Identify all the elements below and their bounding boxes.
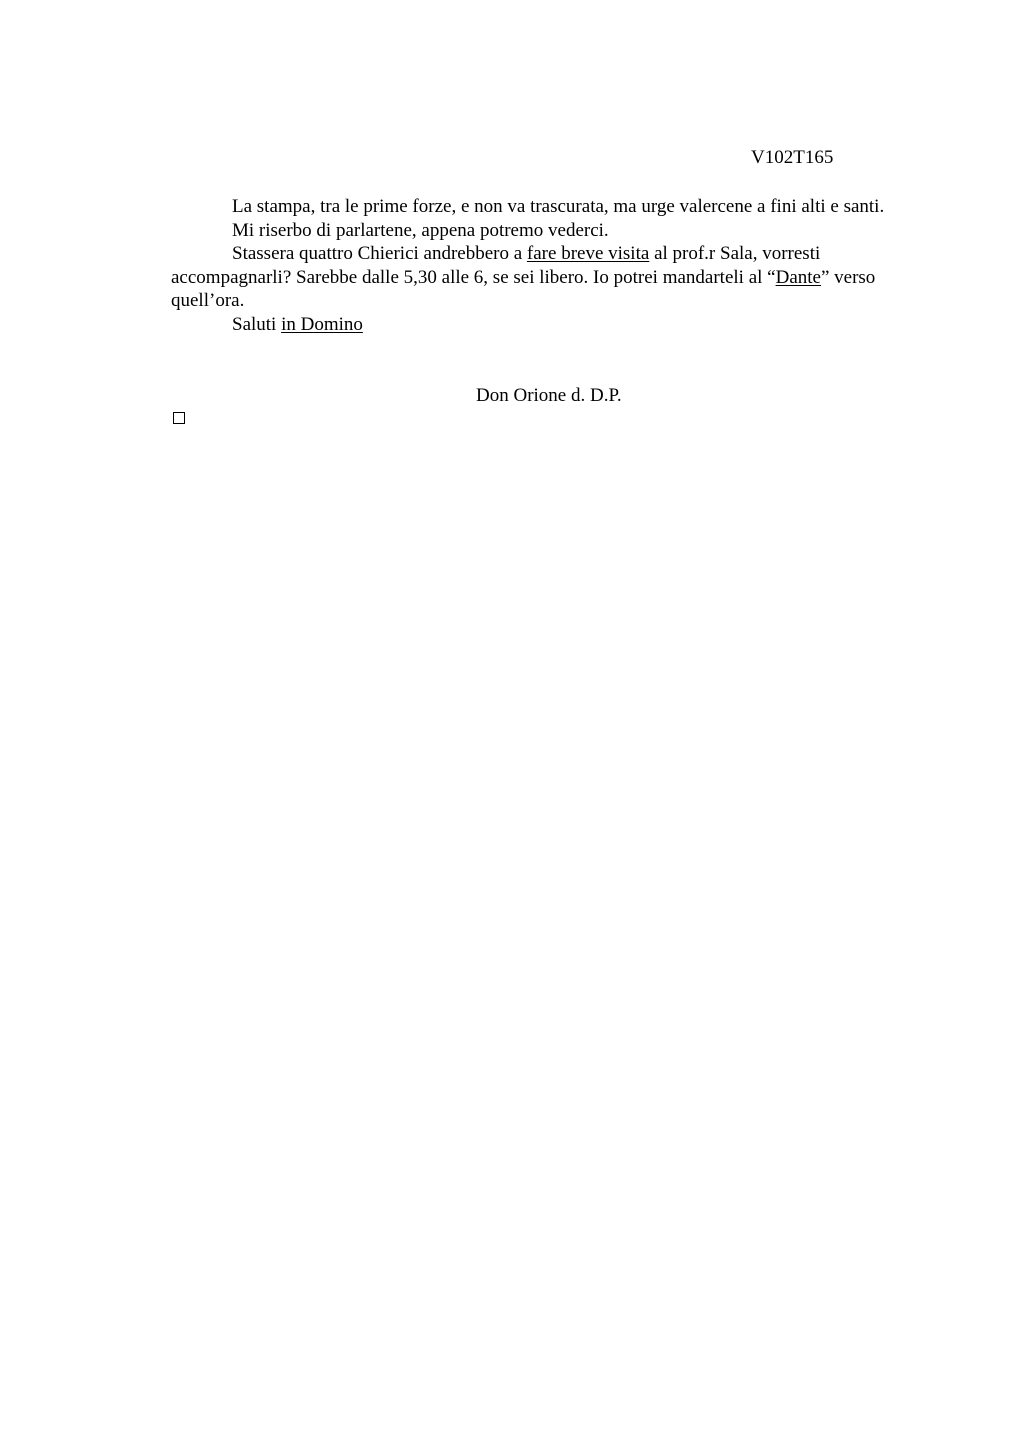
document-reference-code: V102T165 — [751, 147, 834, 168]
paragraph-greeting — [171, 313, 906, 337]
greeting-text: Saluti — [232, 313, 282, 335]
empty-square-icon — [173, 412, 185, 424]
visit-text-start: Stassera quattro Chierici andrebbero a — [232, 243, 527, 265]
paragraph-press: La stampa, tra le prime forze, e non va trascurata, ma urge valercene a fini alti e santi. — [232, 196, 885, 217]
paragraph-meeting: Mi riserbo di parlartene, appena potremo vederci. — [232, 219, 609, 241]
underlined-in-domino: in Domino — [281, 313, 363, 335]
paragraph-visit — [171, 242, 906, 313]
underlined-visit-phrase: fare breve visita — [526, 243, 650, 265]
visit-text-middle: al prof.r Sala, vorresti accompagnarli? Sarebbe dalle 5,30 alle 6, se sei libero. Io potrei mandarteli al “ — [171, 243, 821, 288]
signature: Don Orione d. D.P. — [476, 385, 622, 406]
underlined-dante: Dante — [775, 266, 821, 288]
letter-body — [171, 195, 906, 337]
visit-text-end: ” verso quell’ora. — [171, 266, 876, 312]
